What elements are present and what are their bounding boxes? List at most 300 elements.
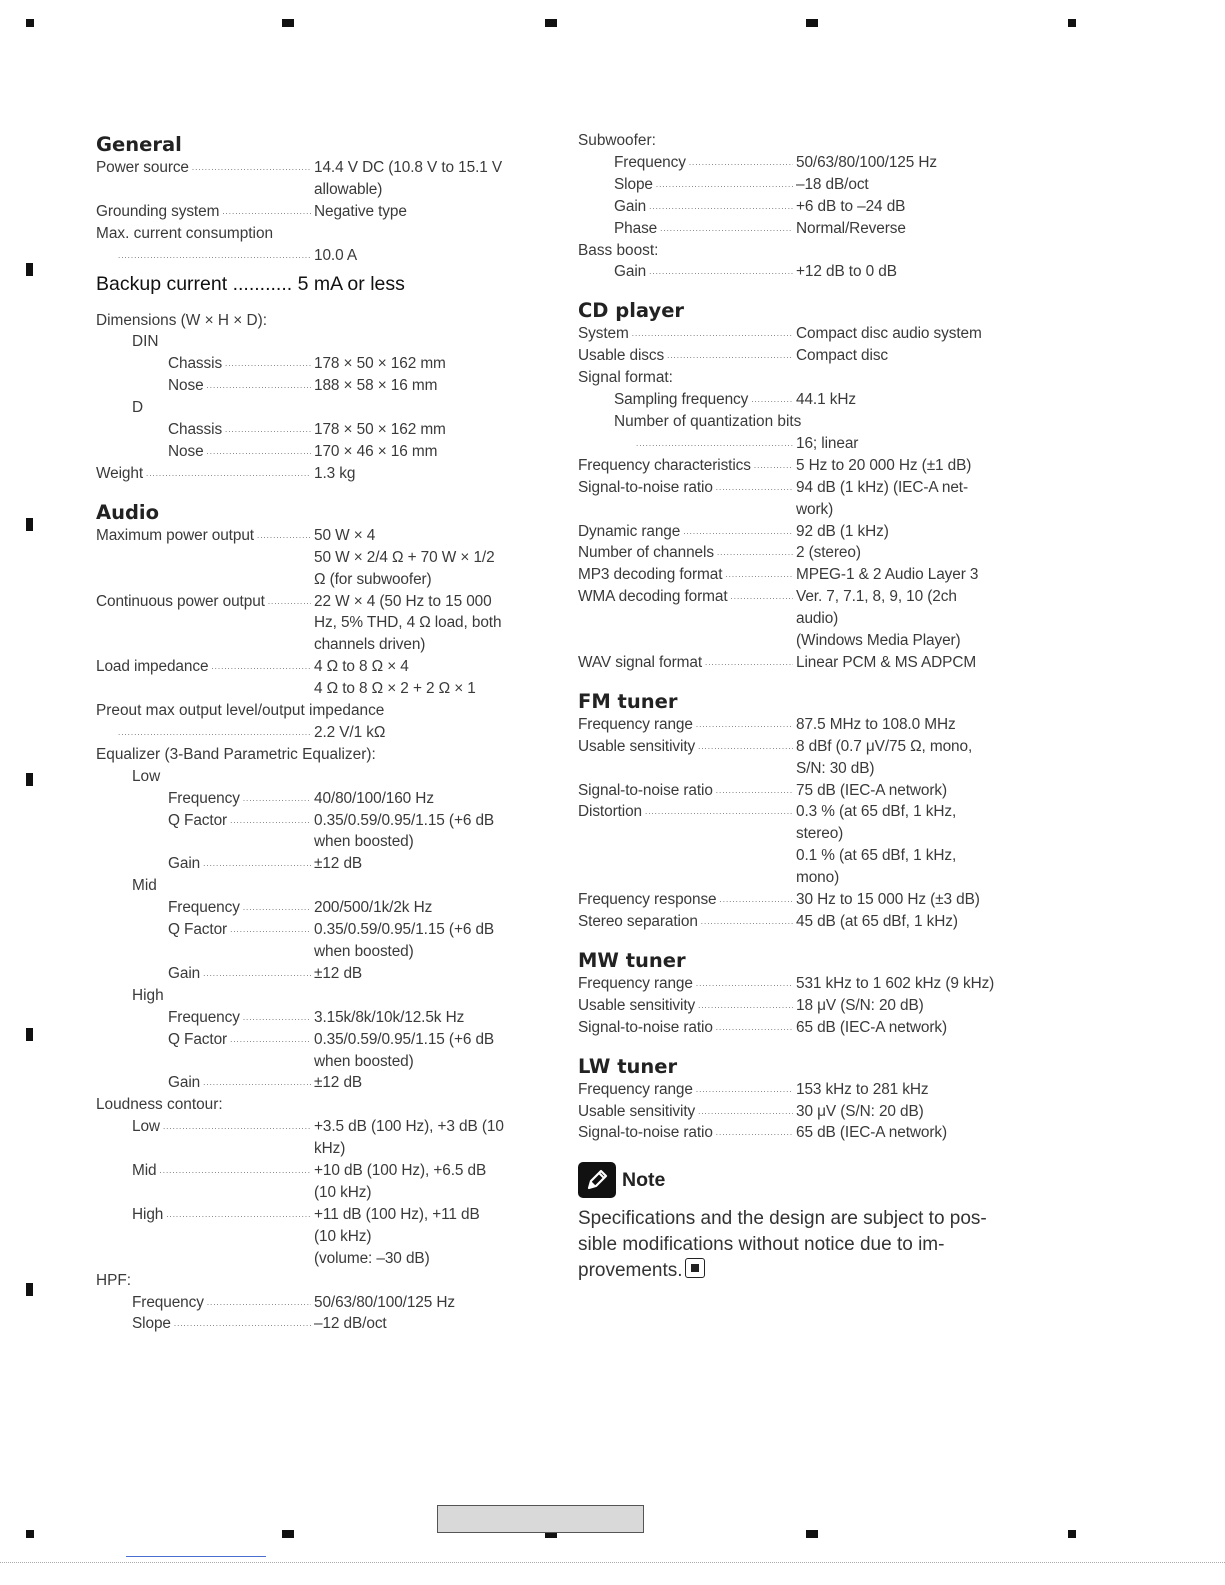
leader-dots [636,433,793,455]
spec-value: +11 dB (100 Hz), +11 dB [314,1205,480,1223]
bottom-link-underline [126,1556,266,1557]
spec-value: 94 dB (1 kHz) (IEC-A net- [796,478,968,496]
leader-dots [696,714,793,736]
spec-row [96,941,546,963]
spec-label: System [578,325,629,343]
leader-dots [717,542,793,564]
leader-dots [118,722,311,744]
spec-row [578,1101,1018,1123]
spec-label: Load impedance [96,658,209,676]
spec-value: Hz, 5% THD, 4 Ω load, both [314,614,502,632]
spec-label: WMA decoding format [578,588,728,606]
leader-dots [268,591,311,613]
spec-value: 44.1 kHz [796,391,856,409]
spec-value: 0.35/0.59/0.95/1.15 (+6 dB [314,1030,495,1048]
spec-row [578,564,1018,586]
note-header [578,1162,1018,1198]
spec-value: 22 W × 4 (50 Hz to 15 000 [314,592,492,610]
spec-row [96,656,546,678]
dimensions-label: Dimensions (W × H × D): [96,311,268,329]
spec-value: 18 μV (S/N: 20 dB) [796,996,924,1014]
spec-row [96,1160,546,1182]
spec-value: 65 dB (IEC-A network) [796,1018,948,1036]
note-body: Specifications and the design are subject to pos- sible modifications without notice due to im- provements. [578,1208,987,1282]
sampling-row [578,389,1018,411]
spec-row [96,1007,546,1029]
spec-label: Chassis [168,421,223,439]
registration-mark [1068,19,1076,27]
spec-label: Gain [614,263,647,281]
spec-row [578,477,1018,499]
spec-value: 50 W × 4 [314,526,376,544]
spec-row [96,441,546,463]
spec-row [96,1204,546,1226]
leader-dots [698,995,793,1017]
spec-row [96,1226,546,1248]
spec-value: when boosted) [314,833,414,851]
spec-label: Signal-to-noise ratio [578,1124,713,1142]
spec-value: +10 dB (100 Hz), +6.5 dB [314,1162,487,1180]
bass-boost-specs [578,261,1018,283]
spec-value: 8 dBf (0.7 μV/75 Ω, mono, [796,737,973,755]
registration-mark [545,19,557,27]
leader-dots [751,389,793,411]
spec-value: 92 dB (1 kHz) [796,522,889,540]
spec-label: Gain [168,855,201,873]
spec-row [578,499,1018,521]
spec-value: Compact disc [796,347,889,365]
leader-dots [705,652,793,674]
leader-dots [649,196,793,218]
section-title-mw-tuner: MW tuner [578,948,686,972]
spec-row [578,218,1018,240]
leader-dots [243,897,311,919]
leader-dots [211,656,311,678]
audio-specs [96,525,546,700]
spec-value: 0.35/0.59/0.95/1.15 (+6 dB [314,921,495,939]
spec-row [578,823,1018,845]
leader-dots [656,174,793,196]
spec-row [96,157,546,179]
cd-specs-b [578,455,1018,674]
din-specs [96,353,546,397]
spec-value: 45 dB (at 65 dBf, 1 kHz) [796,913,958,930]
spec-label: Frequency characteristics [578,456,751,474]
section-title-fm-tuner: FM tuner [578,689,678,713]
registration-mark [26,1530,34,1538]
spec-row [578,630,1018,652]
mw-specs [578,973,1018,1039]
spec-row [96,525,546,547]
spec-row [96,1072,546,1094]
spec-label: Usable sensitivity [578,1102,696,1120]
leader-dots [163,1116,311,1138]
spec-value: ±12 dB [314,964,363,982]
spec-row [578,1079,1018,1101]
spec-value: 40/80/100/160 Hz [314,789,434,807]
leader-dots [689,152,793,174]
spec-label: Distortion [578,803,643,821]
registration-mark [26,518,33,531]
leader-dots [632,323,793,345]
subwoofer-label: Subwoofer: [578,132,656,149]
spec-row [96,1248,546,1270]
spec-row [578,845,1018,867]
spec-label: Weight [96,464,144,482]
spec-label: Stereo separation [578,913,698,930]
spec-label: High [132,1205,164,1223]
spec-value: 200/500/1k/2k Hz [314,899,433,917]
spec-label: Usable sensitivity [578,737,696,755]
leader-dots [716,1122,793,1144]
spec-label: Nose [168,377,204,395]
spec-value: 65 dB (IEC-A network) [796,1124,948,1142]
leader-dots [716,780,793,802]
spec-row [578,889,1018,911]
spec-value: S/N: 30 dB) [796,759,875,777]
spec-value: 531 kHz to 1 602 kHz (9 kHz) [796,974,995,992]
spec-row [578,801,1018,823]
spec-value: 153 kHz to 281 kHz [796,1080,929,1098]
fm-specs [578,714,1018,933]
spec-label: Usable sensitivity [578,996,696,1014]
spec-row [96,810,546,832]
section-title-lw-tuner: LW tuner [578,1054,678,1078]
max-current-value: 10.0 A [314,246,358,264]
leader-dots [243,788,311,810]
spec-value: 0.35/0.59/0.95/1.15 (+6 dB [314,811,495,829]
leader-dots [683,521,793,543]
leader-dots [645,801,793,823]
spec-row [578,758,1018,780]
spec-row [96,201,546,223]
eq-mid-specs [96,897,546,985]
registration-mark [26,263,33,276]
spec-row [578,736,1018,758]
spec-row [96,1138,546,1160]
spec-row [96,831,546,853]
footer-page-box [437,1505,644,1533]
leader-dots [203,1072,311,1094]
leader-dots [731,586,793,608]
registration-mark [806,1530,818,1538]
spec-row [578,714,1018,736]
registration-mark [282,1530,294,1538]
spec-value: 50/63/80/100/125 Hz [314,1293,456,1311]
spec-value: 170 × 46 × 16 mm [314,442,438,460]
spec-value: when boosted) [314,1052,414,1070]
spec-value: +6 dB to –24 dB [796,197,906,215]
spec-row [96,375,546,397]
spec-label: Frequency range [578,974,693,992]
leader-dots [225,353,311,375]
leader-dots [225,419,311,441]
spec-value: 178 × 50 × 162 mm [314,421,446,439]
leader-dots [174,1313,311,1335]
spec-value: 2 (stereo) [796,544,861,562]
leader-dots [716,477,793,499]
signal-format-label: Signal format: [578,369,673,387]
leader-dots [701,911,793,933]
leader-dots [222,201,311,223]
spec-label: Frequency [168,1008,240,1026]
weight-row [96,463,546,485]
leader-dots [667,345,793,367]
spec-value: 4 Ω to 8 Ω × 4 [314,658,409,676]
spec-label: Gain [168,1074,201,1092]
leader-dots [160,1160,312,1182]
right-column [578,130,1018,1284]
spec-value: kHz) [314,1140,346,1158]
spec-value: 0.1 % (at 65 dBf, 1 kHz, [796,847,957,865]
lw-specs [578,1079,1018,1145]
section-title-audio: Audio [96,500,160,524]
spec-row [578,1122,1018,1144]
spec-label: Number of channels [578,544,714,562]
spec-row [578,152,1018,174]
leader-dots [146,463,311,485]
leader-dots [207,375,311,397]
section-title-general: General [96,133,182,156]
spec-value: stereo) [796,825,844,843]
spec-value: 178 × 50 × 162 mm [314,355,446,373]
quantization-row [578,433,1018,455]
spec-value: channels driven) [314,636,426,654]
spec-value: (Windows Media Player) [796,632,961,650]
spec-label: Phase [614,219,658,237]
spec-row [578,323,1018,345]
loudness-specs [96,1116,546,1269]
spec-value: 5 Hz to 20 000 Hz (±1 dB) [796,456,972,474]
spec-row [96,1051,546,1073]
spec-label: Signal-to-noise ratio [578,1018,713,1036]
spec-label: Slope [614,175,653,193]
spec-row [578,521,1018,543]
spec-label: Mid [132,1162,157,1180]
spec-value: –18 dB/oct [796,175,869,193]
quantization-value: 16; linear [796,434,859,452]
spec-value: 188 × 58 × 16 mm [314,377,438,395]
spec-row [578,196,1018,218]
leader-dots [649,261,793,283]
spec-label: Frequency response [578,891,717,909]
eq-low-label: Low [132,767,161,785]
leader-dots [203,853,311,875]
leader-dots [716,1017,793,1039]
equalizer-label: Equalizer (3-Band Parametric Equalizer): [96,745,376,763]
leader-dots [203,963,311,985]
spec-value: 50/63/80/100/125 Hz [796,153,938,171]
spec-row [96,547,546,569]
spec-label: Signal-to-noise ratio [578,478,713,496]
spec-label: Q Factor [168,1030,228,1048]
spec-label: Frequency range [578,1080,693,1098]
spec-label: Frequency [132,1293,204,1311]
spec-value: (10 kHz) [314,1227,372,1245]
leader-dots [698,1101,793,1123]
spec-label: Nose [168,442,204,460]
spec-label: Sampling frequency [614,391,749,409]
max-current-row [96,245,546,267]
registration-mark [1068,1530,1076,1538]
leader-dots [698,736,793,758]
note-title: Note [622,1168,666,1191]
preout-label: Preout max output level/output impedance [96,702,385,720]
spec-row [96,1313,546,1335]
spec-row [96,897,546,919]
d-label: D [132,399,144,417]
spec-value: Normal/Reverse [796,219,906,237]
spec-label: MP3 decoding format [578,566,723,584]
spec-row [578,608,1018,630]
spec-row [96,1182,546,1204]
registration-mark [282,19,294,27]
leader-dots [207,1292,311,1314]
eq-mid-label: Mid [132,877,157,895]
spec-row [578,652,1018,674]
spec-value: Negative type [314,202,407,220]
spec-label: Maximum power output [96,526,254,544]
note-text [578,1206,1018,1284]
hpf-specs [96,1292,546,1336]
registration-mark [26,19,34,27]
leader-dots [660,218,793,240]
spec-value: audio) [796,610,839,628]
general-specs [96,157,546,223]
spec-value: Ver. 7, 7.1, 8, 9, 10 (2ch [796,588,957,606]
spec-label: Q Factor [168,811,228,829]
spec-row [96,678,546,700]
spec-row [578,973,1018,995]
spec-row [578,174,1018,196]
spec-row [96,612,546,634]
spec-value: allowable) [314,180,383,198]
din-label: DIN [132,333,159,351]
loudness-label: Loudness contour: [96,1096,223,1114]
spec-label: Signal-to-noise ratio [578,781,713,799]
bass-boost-label: Bass boost: [578,241,659,259]
spec-row [96,1116,546,1138]
spec-row [96,1029,546,1051]
spec-label: Frequency [168,899,240,917]
spec-value: (10 kHz) [314,1183,372,1201]
spec-row [96,419,546,441]
spec-value: 14.4 V DC (10.8 V to 15.1 V [314,159,503,176]
spec-value: 50 W × 2/4 Ω + 70 W × 1/2 [314,548,495,566]
eq-low-specs [96,788,546,876]
spec-label: Gain [614,197,647,215]
end-of-section-icon [685,1258,705,1278]
spec-value: 4 Ω to 8 Ω × 2 + 2 Ω × 1 [314,680,476,698]
spec-value: when boosted) [314,943,414,960]
registration-mark [806,19,818,27]
spec-value: Compact disc audio system [796,325,982,343]
spec-value: 87.5 MHz to 108.0 MHz [796,715,956,733]
spec-label: Gain [168,964,201,982]
registration-mark [26,1283,33,1296]
spec-row [96,788,546,810]
max-current-label: Max. current consumption [96,224,274,242]
spec-row [578,542,1018,564]
spec-row [96,963,546,985]
spec-row [578,911,1018,933]
spec-label: WAV signal format [578,653,703,671]
spec-row [578,261,1018,283]
leader-dots [754,455,793,477]
bottom-dotted-rule [0,1562,1225,1563]
spec-label: Slope [132,1315,171,1333]
spec-label: Usable discs [578,347,665,365]
spec-label: Chassis [168,355,223,373]
leader-dots [720,889,793,911]
spec-value: mono) [796,869,840,887]
cd-specs-a [578,323,1018,367]
spec-label: Frequency [614,153,686,171]
quantization-label: Number of quantization bits [614,412,802,430]
spec-label: Low [132,1118,160,1136]
spec-row [96,1292,546,1314]
section-title-cd-player: CD player [578,299,685,323]
spec-row [96,853,546,875]
spec-value: (volume: –30 dB) [314,1249,430,1267]
leader-dots [230,1029,311,1051]
leader-dots [696,1079,793,1101]
spec-row [578,455,1018,477]
spec-value: MPEG-1 & 2 Audio Layer 3 [796,566,979,584]
leader-dots [696,973,793,995]
backup-current: Backup current ........... 5 mA or less [96,272,405,295]
spec-value: ±12 dB [314,1074,363,1092]
leader-dots [257,525,311,547]
spec-value: +12 dB to 0 dB [796,263,897,281]
spec-value: 3.15k/8k/10k/12.5k Hz [314,1008,465,1026]
subwoofer-specs [578,152,1018,240]
spec-value: ±12 dB [314,855,363,873]
leader-dots [230,810,311,832]
spec-label: Frequency range [578,715,693,733]
spec-row [578,780,1018,802]
leader-dots [166,1204,311,1226]
spec-row [578,867,1018,889]
spec-row [96,591,546,613]
spec-row [578,995,1018,1017]
spec-row [96,569,546,591]
leader-dots [230,919,311,941]
leader-dots [725,564,793,586]
spec-value: 75 dB (IEC-A network) [796,781,948,799]
spec-row [96,179,546,201]
hpf-label: HPF: [96,1271,132,1289]
spec-label: Power source [96,159,189,176]
eq-high-specs [96,1007,546,1095]
left-column [96,130,546,1335]
spec-value: –12 dB/oct [314,1315,387,1333]
spec-row [96,919,546,941]
leader-dots [192,157,311,179]
spec-value: +3.5 dB (100 Hz), +3 dB (10 [314,1118,504,1136]
spec-value: Ω (for subwoofer) [314,570,432,588]
leader-dots [207,441,311,463]
spec-label: Grounding system [96,202,220,220]
leader-dots [118,245,311,267]
spec-row [578,586,1018,608]
preout-value: 2.2 V/1 kΩ [314,723,386,741]
spec-value: Linear PCM & MS ADPCM [796,653,977,671]
spec-value: 30 μV (S/N: 20 dB) [796,1102,924,1120]
spec-row [96,634,546,656]
spec-label: Q Factor [168,921,228,939]
d-specs [96,419,546,463]
